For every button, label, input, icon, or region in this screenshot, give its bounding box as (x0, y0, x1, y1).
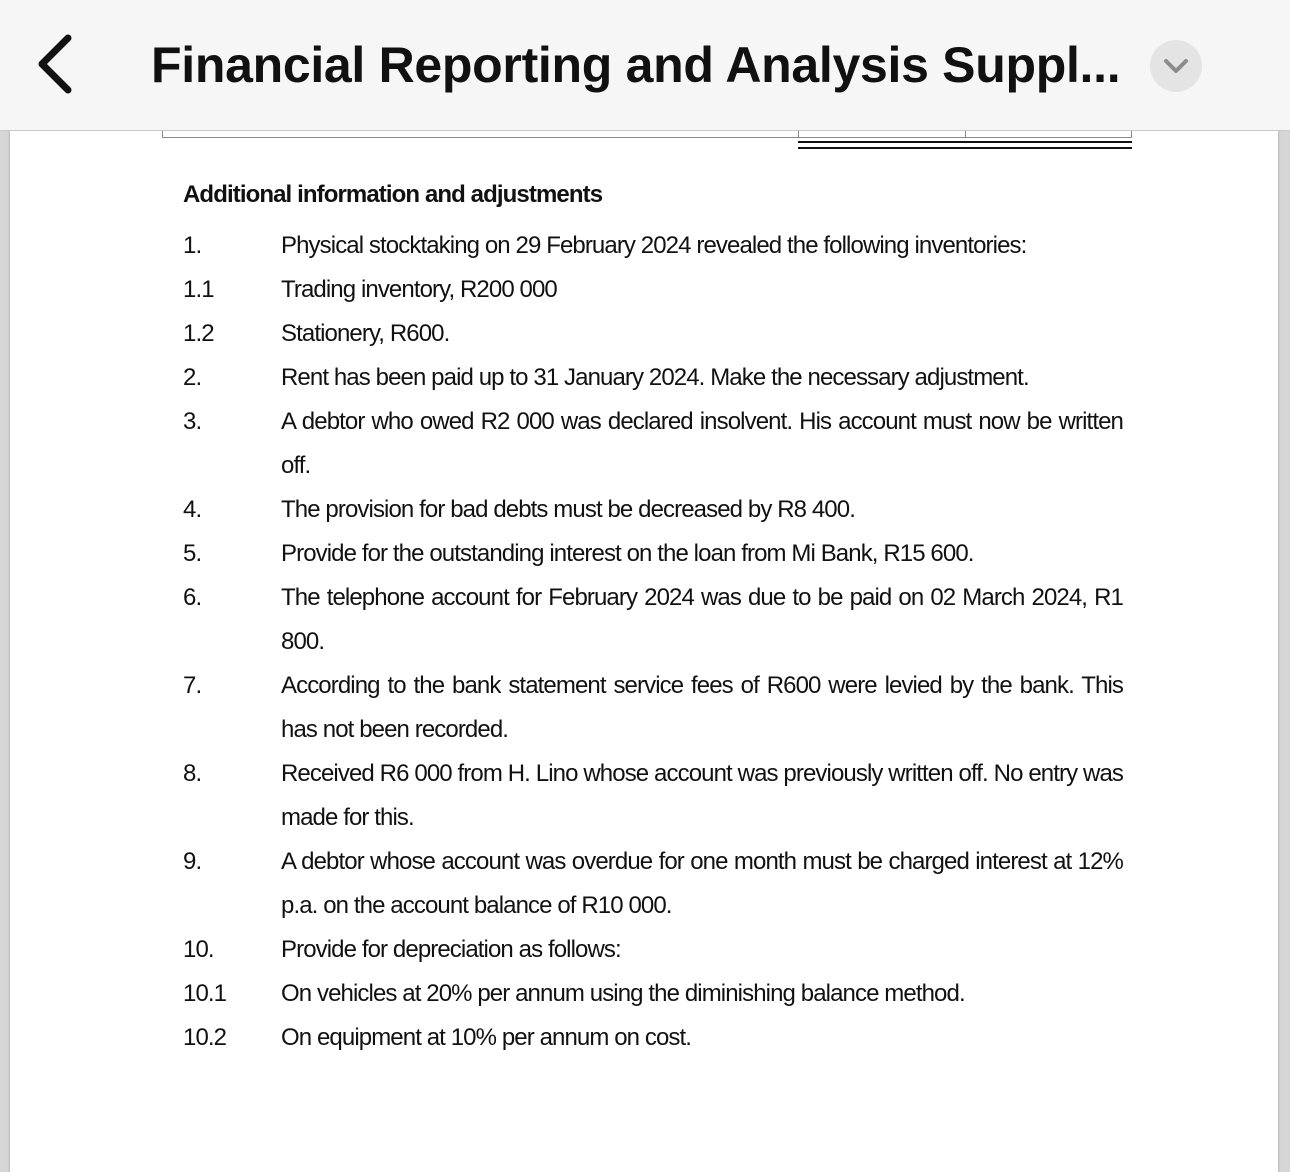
item-text: According to the bank statement service fees of R600 were levied by the bank. This has not been recorded. (281, 672, 1123, 743)
list-item (183, 400, 1133, 488)
item-number: 3. (183, 408, 202, 435)
list-item (183, 664, 1133, 752)
item-text: Physical stocktaking on 29 February 2024 revealed the following inventories: (281, 232, 1027, 259)
list-item (183, 1016, 1133, 1060)
chevron-left-icon (28, 28, 88, 100)
item-number: 1. (183, 232, 202, 259)
item-text: The provision for bad debts must be decreased by R8 400. (281, 496, 855, 523)
item-number: 1.2 (183, 320, 214, 347)
list-item (183, 972, 1133, 1016)
item-number: 10.1 (183, 980, 227, 1007)
document-page (10, 0, 1278, 1172)
list-item (183, 312, 1133, 356)
list-item (183, 752, 1133, 840)
item-text: On equipment at 10% per annum on cost. (281, 1024, 692, 1051)
item-number: 1.1 (183, 276, 214, 303)
item-number: 6. (183, 584, 202, 611)
item-text: Rent has been paid up to 31 January 2024. Make the necessary adjustment. (281, 364, 1029, 391)
title-menu-button[interactable] (1150, 40, 1202, 92)
item-number: 9. (183, 848, 202, 875)
item-text: A debtor whose account was overdue for one month must be charged interest at 12% p.a. on the account balance of R10 000. (281, 848, 1123, 919)
list-item (183, 840, 1133, 928)
item-text: On vehicles at 20% per annum using the diminishing balance method. (281, 980, 965, 1007)
item-text: The telephone account for February 2024 was due to be paid on 02 March 2024, R1 800. (281, 584, 1123, 655)
item-number: 7. (183, 672, 202, 699)
list-item (183, 928, 1133, 972)
list-item (183, 356, 1133, 400)
item-number: 10.2 (183, 1024, 227, 1051)
item-text: A debtor who owed R2 000 was declared insolvent. His account must now be written off. (281, 408, 1123, 479)
item-number: 10. (183, 936, 214, 963)
list-item (183, 576, 1133, 664)
list-item (183, 224, 1133, 268)
item-number: 2. (183, 364, 202, 391)
list-item (183, 488, 1133, 532)
section-heading: Additional information and adjustments (183, 181, 603, 208)
total-double-underline (798, 141, 1132, 149)
item-number: 8. (183, 760, 202, 787)
adjustments-list (183, 224, 1133, 1060)
navigation-bar (0, 0, 1290, 131)
document-content (183, 178, 1133, 1060)
page-title: Financial Reporting and Analysis Suppl... (151, 37, 1121, 93)
list-item (183, 532, 1133, 576)
item-number: 5. (183, 540, 202, 567)
item-text: Provide for depreciation as follows: (281, 936, 621, 963)
item-text: Stationery, R600. (281, 320, 450, 347)
list-item (183, 268, 1133, 312)
item-text: Trading inventory, R200 000 (281, 276, 557, 303)
item-text: Provide for the outstanding interest on the loan from Mi Bank, R15 600. (281, 540, 974, 567)
item-number: 4. (183, 496, 202, 523)
back-button[interactable] (28, 28, 88, 100)
item-text: Received R6 000 from H. Lino whose account was previously written off. No entry was made for this. (281, 760, 1123, 831)
